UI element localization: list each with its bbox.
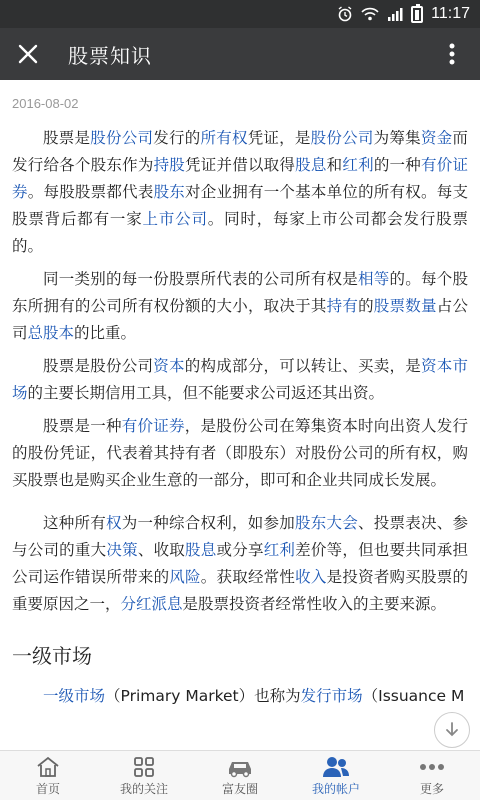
keyword-link[interactable]: 红利: [263, 541, 296, 559]
paragraph-text: 为筹集: [373, 129, 421, 147]
paragraph-text: 股票是股份公司: [43, 357, 154, 375]
more-vertical-icon: [449, 43, 455, 65]
paragraph-text: 。获取经常性: [200, 568, 296, 586]
nav-label: 我的帐户: [311, 782, 360, 796]
keyword-link[interactable]: 持股: [153, 156, 186, 174]
paragraph-text: 是投资者购买股票的重要原因之一，: [12, 568, 468, 613]
keyword-link[interactable]: 上市公司: [142, 210, 208, 228]
article-content: [0, 80, 480, 750]
nav-item-my-account[interactable]: [288, 751, 384, 800]
users-icon: [321, 754, 351, 780]
nav-item-home[interactable]: [0, 751, 96, 800]
paragraph-text: 是股票投资者经常性收入的主要来源。: [182, 595, 447, 613]
paragraph-text: 而发行给各个股东作为: [12, 129, 468, 174]
paragraph-text: （Primary Market）也称为: [105, 687, 301, 705]
paragraph-text: 的。每个股东所拥有的公司所有权份额的大小，取决于其: [12, 270, 468, 315]
keyword-link[interactable]: 股票数量: [373, 297, 437, 315]
keyword-link[interactable]: 股东大会: [294, 514, 358, 532]
scroll-down-button[interactable]: [434, 712, 470, 748]
article-paragraph: [12, 510, 468, 618]
paragraph-text: 、收取: [137, 541, 186, 559]
bottom-nav: [0, 750, 480, 800]
keyword-link[interactable]: 发行市场: [300, 687, 363, 705]
nav-item-friends-circle[interactable]: [192, 751, 288, 800]
paragraph-text: 对企业拥有一个基本单位的所有权。每支股票背后都有一家: [12, 183, 468, 228]
paragraph-text: 。每股股票都代表: [27, 183, 154, 201]
paragraph-text: 凭证，是: [247, 129, 311, 147]
nav-label: 我的关注: [119, 782, 168, 796]
keyword-link[interactable]: 股东: [153, 183, 186, 201]
paragraph-text: 为一种综合权利，如参加: [121, 514, 295, 532]
keyword-link[interactable]: 有价证券: [12, 156, 468, 201]
keyword-link[interactable]: 所有权: [200, 129, 248, 147]
nav-label: 富友圈: [221, 782, 258, 796]
keyword-link[interactable]: 风险: [169, 568, 201, 586]
keyword-link[interactable]: 资本市场: [12, 357, 468, 402]
status-time: 11:17: [431, 5, 470, 22]
nav-label: 首页: [35, 782, 60, 796]
keyword-link[interactable]: 一级市场: [43, 687, 106, 705]
close-icon: [18, 44, 38, 64]
car-icon: [225, 754, 255, 780]
keyword-link[interactable]: 权: [106, 514, 122, 532]
article-paragraph: [12, 125, 468, 260]
paragraph-text: 或分享: [216, 541, 264, 559]
keyword-link[interactable]: 分红派息: [120, 595, 183, 613]
paragraph-text: 同一类别的每一份股票所代表的公司所有权是: [43, 270, 358, 288]
nav-item-more[interactable]: [384, 751, 480, 800]
paragraph-text: 的构成部分，可以转让、买卖，是: [184, 357, 421, 375]
keyword-link[interactable]: 股息: [185, 541, 217, 559]
nav-label: 更多: [419, 782, 444, 796]
paragraph-text: 、投票表决、参与公司的重大: [12, 514, 468, 559]
paragraph-text: 这种所有: [43, 514, 106, 532]
paragraph-text: 差价等，但也要共同承担公司运作错误所带来的: [12, 541, 468, 586]
section-heading: 一级市场: [12, 644, 92, 668]
battery-icon: [411, 6, 423, 23]
grid-icon: [132, 754, 156, 780]
keyword-link[interactable]: 有价证券: [121, 417, 185, 435]
keyword-link[interactable]: 收入: [295, 568, 327, 586]
paragraph-text: 股票是: [43, 129, 91, 147]
keyword-link[interactable]: 股份公司: [310, 129, 374, 147]
paragraph-text: 的一种: [373, 156, 421, 174]
close-button[interactable]: [0, 28, 56, 80]
article-paragraph: [12, 266, 468, 347]
paragraph-text: 凭证并借以取得: [185, 156, 296, 174]
keyword-link[interactable]: 资金: [420, 129, 453, 147]
more-options-button[interactable]: [438, 28, 466, 80]
title-bar: [0, 28, 480, 80]
alarm-icon: [337, 6, 353, 22]
paragraph-text: ，是股份公司在筹集资本时向出资人发行的股份凭证，代表着其持有者（即股东）对股份公司的所有权，购买股票也是购买企业生意的一部分，即可和企业共同成长发展。: [12, 417, 468, 489]
signal-icon: [387, 7, 403, 21]
keyword-link[interactable]: 持有: [326, 297, 359, 315]
paragraph-text: 。同时，每家上市公司都会发行股票的。: [12, 210, 468, 255]
keyword-link[interactable]: 决策: [106, 541, 138, 559]
arrow-down-icon: [443, 721, 461, 739]
keyword-link[interactable]: 股份公司: [90, 129, 154, 147]
keyword-link[interactable]: 资本: [153, 357, 185, 375]
keyword-link[interactable]: 红利: [342, 156, 374, 174]
paragraph-text: 的主要长期信用工具，但不能要求公司返还其出资。: [27, 384, 385, 402]
article-date: 2016-08-02: [12, 96, 79, 111]
home-icon: [35, 754, 61, 780]
keyword-link[interactable]: 股息: [295, 156, 327, 174]
nav-item-my-follow[interactable]: [96, 751, 192, 800]
article-paragraph: [12, 413, 468, 494]
section-paragraph: [12, 683, 468, 710]
keyword-link[interactable]: 总股本: [27, 324, 75, 342]
paragraph-text: 发行的: [153, 129, 201, 147]
keyword-link[interactable]: 相等: [357, 270, 390, 288]
paragraph-text: 的: [358, 297, 374, 315]
page-title: 股票知识: [68, 43, 152, 68]
status-bar: [0, 0, 480, 28]
article-paragraph: [12, 353, 468, 407]
paragraph-text: 占公司: [12, 297, 468, 342]
paragraph-text: 和: [326, 156, 343, 174]
paragraph-text: 股票是一种: [43, 417, 122, 435]
paragraph-text: 的比重。: [74, 324, 137, 342]
more-horizontal-icon: [419, 754, 445, 780]
paragraph-text: （Issuance M: [362, 687, 465, 705]
wifi-icon: [361, 7, 379, 21]
